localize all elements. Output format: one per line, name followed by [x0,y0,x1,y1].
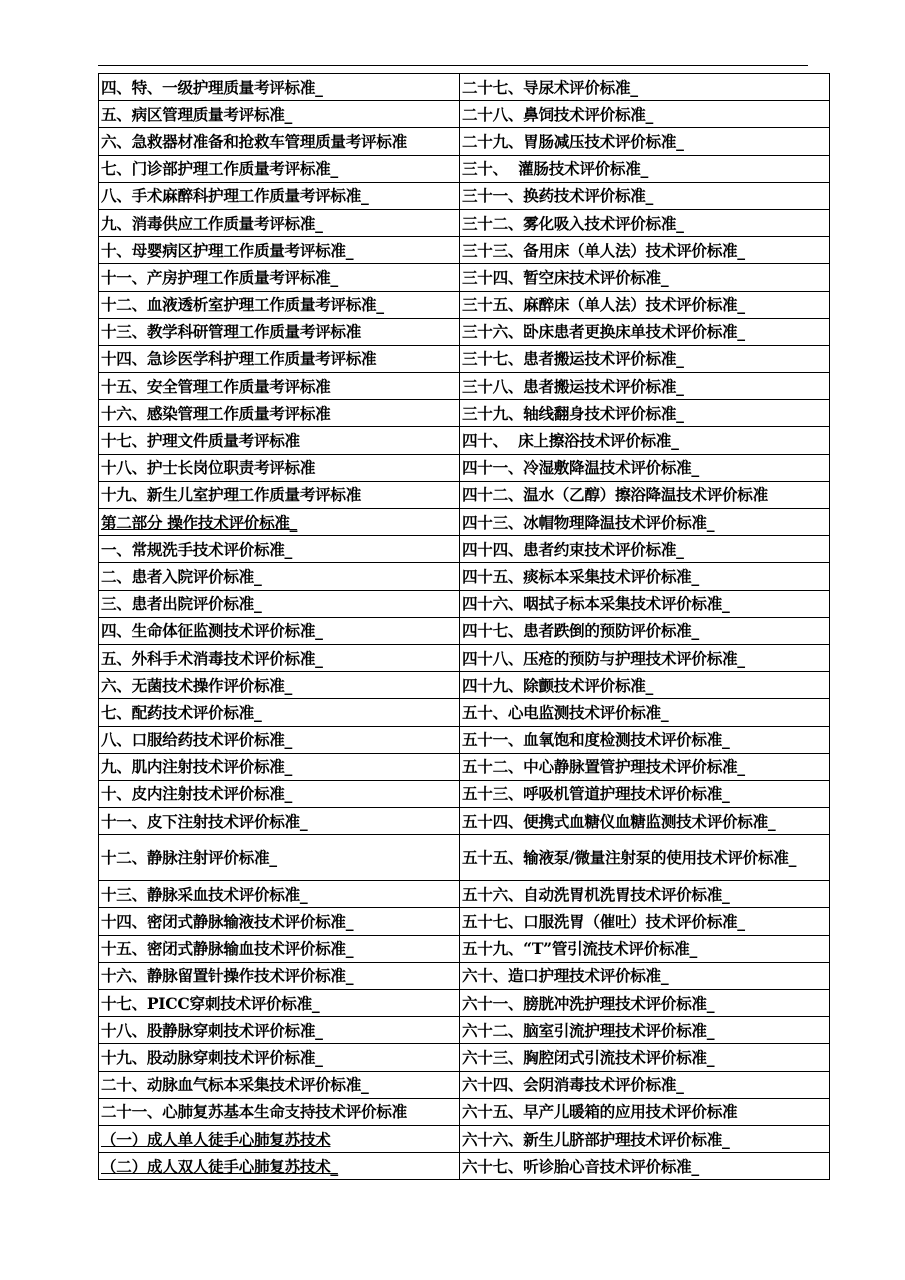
right-entry: 四十九、除颤技术评价标准_ [460,672,830,699]
left-entry: 六、无菌技术操作评价标准_ [99,672,460,699]
right-entry: 五十三、呼吸机管道护理技术评价标准_ [460,780,830,807]
table-row [99,644,830,671]
table-row [99,1153,830,1180]
table-row [99,962,830,989]
table-row [99,291,830,318]
table-row [99,536,830,563]
table-row [99,74,830,101]
table-row [99,1098,830,1125]
right-entry: 二十七、导尿术评价标准_ [460,74,830,101]
right-entry: 四十八、压疮的预防与护理技术评价标准_ [460,644,830,671]
right-entry: 四十、 床上擦浴技术评价标准_ [460,427,830,454]
table-row [99,345,830,372]
table-row [99,182,830,209]
table-row [99,699,830,726]
left-entry: 十二、血液透析室护理工作质量考评标准_ [99,291,460,318]
left-entry: 十二、静脉注射评价标准_ [99,835,460,881]
right-entry: 四十六、咽拭子标本采集技术评价标准_ [460,590,830,617]
left-entry: 十三、静脉采血技术评价标准_ [99,881,460,908]
left-entry: 八、手术麻醉科护理工作质量考评标准_ [99,182,460,209]
right-entry: 五十九、“T”管引流技术评价标准_ [460,935,830,962]
table-row [99,990,830,1017]
right-entry: 三十四、暂空床技术评价标准_ [460,264,830,291]
table-row [99,726,830,753]
section-heading: 第二部分 操作技术评价标准_ [99,509,460,536]
table-row [99,318,830,345]
table-row [99,128,830,155]
right-entry: 三十二、雾化吸入技术评价标准_ [460,209,830,236]
right-entry: 五十、心电监测技术评价标准_ [460,699,830,726]
right-entry: 六十二、脑室引流护理技术评价标准_ [460,1017,830,1044]
left-entry: 十、母婴病区护理工作质量考评标准_ [99,237,460,264]
left-entry: 十四、急诊医学科护理工作质量考评标准 [99,345,460,372]
table-row [99,237,830,264]
left-entry: 四、生命体征监测技术评价标准_ [99,617,460,644]
left-entry: 九、肌内注射技术评价标准_ [99,753,460,780]
table-row [99,563,830,590]
left-entry: 十四、密闭式静脉输液技术评价标准_ [99,908,460,935]
table-row [99,908,830,935]
table-row [99,935,830,962]
left-entry: 十七、护理文件质量考评标准 [99,427,460,454]
left-entry: 八、口服给药技术评价标准_ [99,726,460,753]
table-row [99,780,830,807]
left-entry: 九、消毒供应工作质量考评标准_ [99,209,460,236]
left-entry: 五、病区管理质量考评标准_ [99,101,460,128]
right-entry: 六十七、听诊胎心音技术评价标准_ [460,1153,830,1180]
table-row [99,881,830,908]
right-entry: 五十六、自动洗胃机洗胃技术评价标准_ [460,881,830,908]
right-entry: 二十九、胃肠减压技术评价标准_ [460,128,830,155]
left-entry: 十七、PICC穿刺技术评价标准_ [99,990,460,1017]
right-entry: 四十三、冰帽物理降温技术评价标准_ [460,509,830,536]
left-entry: 二十一、心肺复苏基本生命支持技术评价标准 [99,1098,460,1125]
right-entry: 三十八、患者搬运技术评价标准_ [460,373,830,400]
table-row [99,808,830,835]
right-entry: 六十六、新生儿脐部护理技术评价标准_ [460,1125,830,1152]
right-entry: 五十一、血氧饱和度检测技术评价标准_ [460,726,830,753]
left-entry: （一）成人单人徒手心肺复苏技术 [99,1125,460,1152]
table-row [99,1017,830,1044]
left-entry: 四、特、一级护理质量考评标准_ [99,74,460,101]
contents-table [98,73,830,1180]
table-row [99,1125,830,1152]
right-entry: 三十、 灌肠技术评价标准_ [460,155,830,182]
left-entry: 七、门诊部护理工作质量考评标准_ [99,155,460,182]
table-row [99,835,830,881]
table-row [99,101,830,128]
right-entry: 五十四、便携式血糖仪血糖监测技术评价标准_ [460,808,830,835]
table-row [99,427,830,454]
left-entry: 十九、股动脉穿刺技术评价标准_ [99,1044,460,1071]
left-entry: 十五、密闭式静脉输血技术评价标准_ [99,935,460,962]
left-entry: 十六、感染管理工作质量考评标准 [99,400,460,427]
right-entry: 六十三、胸腔闭式引流技术评价标准_ [460,1044,830,1071]
right-entry: 五十二、中心静脉置管护理技术评价标准_ [460,753,830,780]
right-entry: 三十九、轴线翻身技术评价标准_ [460,400,830,427]
left-entry: 二十、动脉血气标本采集技术评价标准_ [99,1071,460,1098]
table-row [99,400,830,427]
right-entry: 六十、造口护理技术评价标准_ [460,962,830,989]
right-entry: 六十四、会阴消毒技术评价标准_ [460,1071,830,1098]
right-entry: 四十二、温水（乙醇）擦浴降温技术评价标准 [460,481,830,508]
left-entry: 一、常规洗手技术评价标准_ [99,536,460,563]
table-row [99,753,830,780]
table-row [99,373,830,400]
right-entry: 六十一、膀胱冲洗护理技术评价标准_ [460,990,830,1017]
left-entry: 十、皮内注射技术评价标准_ [99,780,460,807]
right-entry: 六十五、早产儿暖箱的应用技术评价标准 [460,1098,830,1125]
right-entry: 二十八、鼻饲技术评价标准_ [460,101,830,128]
left-entry: 十六、静脉留置针操作技术评价标准_ [99,962,460,989]
left-entry: 六、急救器材准备和抢救车管理质量考评标准 [99,128,460,155]
left-entry: 五、外科手术消毒技术评价标准_ [99,644,460,671]
table-row [99,1044,830,1071]
right-entry: 三十六、卧床患者更换床单技术评价标准_ [460,318,830,345]
right-entry: 五十五、输液泵/微量注射泵的使用技术评价标准_ [460,835,830,881]
right-entry: 三十一、换药技术评价标准_ [460,182,830,209]
table-row [99,209,830,236]
right-entry: 四十七、患者跌倒的预防评价标准_ [460,617,830,644]
table-row [99,1071,830,1098]
left-entry: 十八、股静脉穿刺技术评价标准_ [99,1017,460,1044]
table-row [99,617,830,644]
left-entry: 十三、教学科研管理工作质量考评标准 [99,318,460,345]
left-entry: 十五、安全管理工作质量考评标准 [99,373,460,400]
left-entry: 十一、皮下注射技术评价标准_ [99,808,460,835]
left-entry: 七、配药技术评价标准_ [99,699,460,726]
right-entry: 五十七、口服洗胃（催吐）技术评价标准_ [460,908,830,935]
left-entry: 十九、新生儿室护理工作质量考评标准 [99,481,460,508]
right-entry: 三十五、麻醉床（单人法）技术评价标准_ [460,291,830,318]
table-row [99,264,830,291]
right-entry: 三十七、患者搬运技术评价标准_ [460,345,830,372]
header-rule [98,65,808,66]
left-entry: 十八、护士长岗位职责考评标准 [99,454,460,481]
table-row [99,590,830,617]
table-row [99,481,830,508]
right-entry: 四十五、痰标本采集技术评价标准_ [460,563,830,590]
table-row [99,454,830,481]
left-entry: 二、患者入院评价标准_ [99,563,460,590]
right-entry: 四十一、冷湿敷降温技术评价标准_ [460,454,830,481]
right-entry: 四十四、患者约束技术评价标准_ [460,536,830,563]
right-entry: 三十三、备用床（单人法）技术评价标准_ [460,237,830,264]
table-row [99,672,830,699]
left-entry: 十一、产房护理工作质量考评标准_ [99,264,460,291]
left-entry: 三、患者出院评价标准_ [99,590,460,617]
table-row [99,509,830,536]
table-row [99,155,830,182]
left-entry: （二）成人双人徒手心肺复苏技术_ [99,1153,460,1180]
